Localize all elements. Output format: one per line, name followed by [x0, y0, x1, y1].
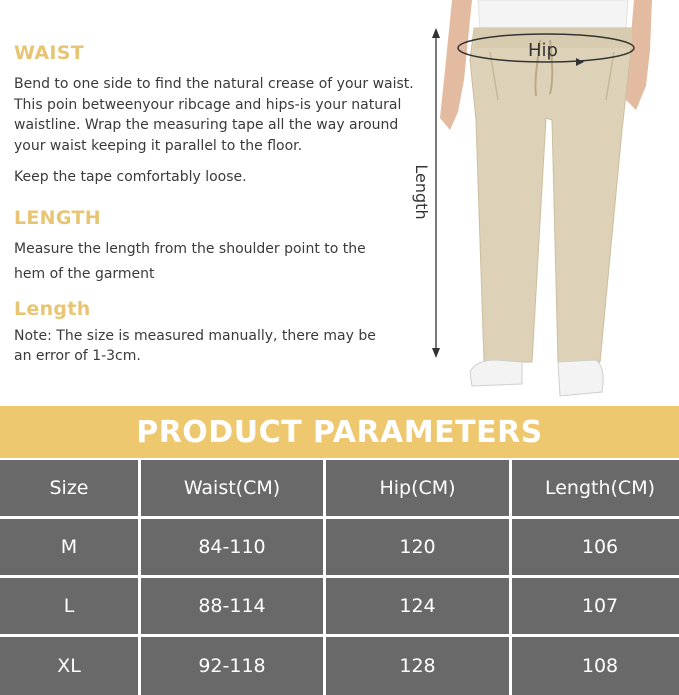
length-line-2: hem of the garment: [14, 266, 155, 282]
shirt-shape: [478, 0, 628, 30]
length-arrow-up-icon: [432, 28, 440, 38]
pants-figure: [400, 0, 679, 400]
row-m-waist: 84-110: [141, 519, 323, 575]
waist-line-2: This poin betweenyour ribcage and hips-is your natural: [14, 96, 402, 113]
product-parameters-banner: [0, 406, 679, 458]
right-shoe-shape: [558, 360, 603, 396]
note-line-2: an error of 1-3cm.: [14, 348, 141, 364]
header-hip: Hip(CM): [326, 460, 509, 516]
row-m-size: M: [0, 519, 138, 575]
row-xl-size: XL: [0, 637, 138, 695]
row-m-hip: 120: [326, 519, 509, 575]
note-line-1: Note: The size is measured manually, there may be: [14, 328, 376, 344]
length-label: Length: [412, 164, 431, 220]
row-xl-length: 108: [512, 637, 679, 695]
left-arm-shape: [440, 0, 472, 130]
row-l-hip: 124: [326, 578, 509, 634]
note-text: [14, 326, 376, 366]
left-shoe-shape: [470, 360, 522, 386]
header-length: Length(CM): [512, 460, 679, 516]
row-l-size: L: [0, 578, 138, 634]
hip-label: Hip: [528, 40, 558, 61]
row-l-length: 107: [512, 578, 679, 634]
waist-line-3: waistline. Wrap the measuring tape all the way around: [14, 117, 399, 133]
header-size: Size: [0, 460, 138, 516]
banner-title: PRODUCT PARAMETERS: [136, 414, 543, 450]
note-heading: Length: [14, 298, 91, 320]
row-m-length: 106: [512, 519, 679, 575]
size-table: [0, 460, 679, 686]
length-heading: LENGTH: [14, 207, 101, 229]
waist-line-4: your waist keeping it parallel to the floor.: [14, 137, 303, 154]
waist-instructions: [14, 74, 414, 156]
row-xl-hip: 128: [326, 637, 509, 695]
row-l-waist: 88-114: [141, 578, 323, 634]
waist-heading: WAIST: [14, 42, 85, 64]
waist-line-1: Bend to one side to find the natural crease of your waist.: [14, 76, 414, 92]
waist-note: Keep the tape comfortably loose.: [14, 169, 247, 185]
header-waist: Waist(CM): [141, 460, 323, 516]
length-arrow-down-icon: [432, 348, 440, 358]
length-instructions: [14, 237, 366, 287]
row-xl-waist: 92-118: [141, 637, 323, 695]
length-line-1: Measure the length from the shoulder point to the: [14, 241, 366, 257]
